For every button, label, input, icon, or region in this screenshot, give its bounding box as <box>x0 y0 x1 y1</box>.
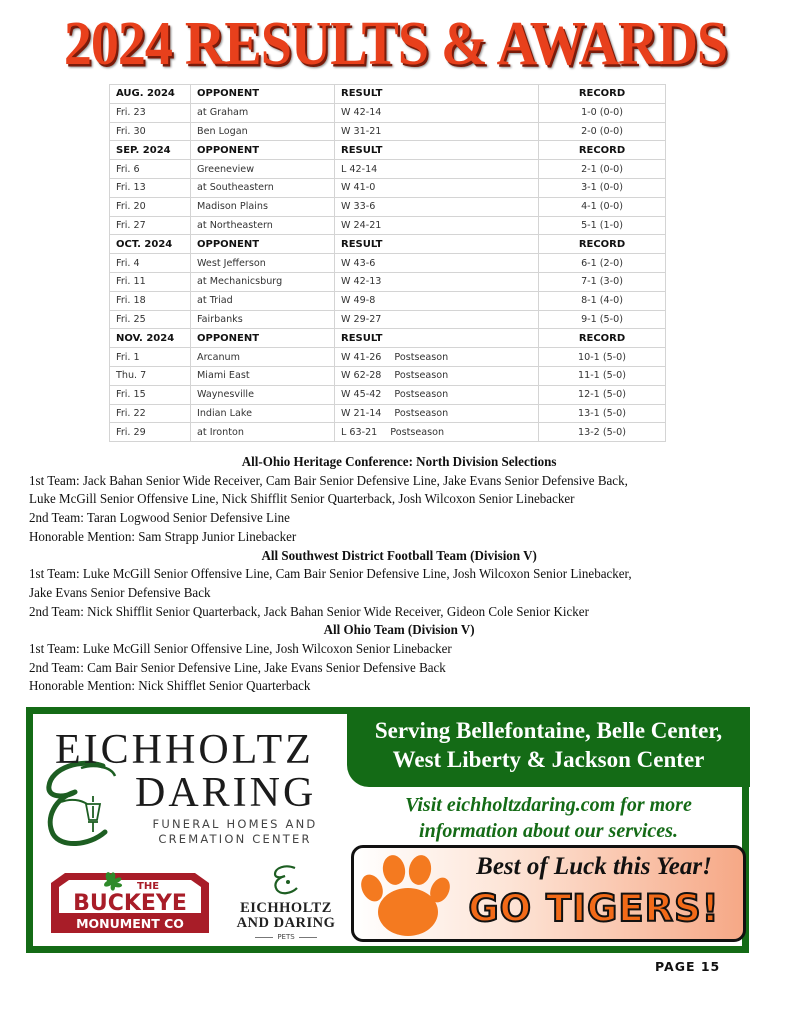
opponent-header: OPPONENT <box>191 85 335 104</box>
page-number: PAGE 15 <box>655 959 721 974</box>
result-header: RESULT <box>335 85 539 104</box>
record-header: RECORD <box>539 329 666 348</box>
award-line: 2nd Team: Cam Bair Senior Defensive Line, Jake Evans Senior Defensive Back <box>29 660 446 676</box>
award-line: Honorable Mention: Nick Shifflet Senior Quarterback <box>29 679 311 695</box>
game-result: W 41-26 <box>341 351 382 363</box>
award-heading: All Ohio Team (Division V) <box>323 623 475 639</box>
visit-line2: information about our services. <box>419 820 678 842</box>
brand-subtitle-line1: FUNERAL HOMES AND <box>152 817 318 831</box>
record-header: RECORD <box>539 141 666 160</box>
game-result: W 42-14 <box>341 107 382 119</box>
game-result-cell <box>335 272 539 291</box>
game-opponent: Indian Lake <box>191 404 335 423</box>
month-header-row <box>110 141 666 160</box>
game-result: W 45-42 <box>341 389 382 401</box>
game-date: Fri. 23 <box>110 103 191 122</box>
brand-subtitle-line2: CREMATION CENTER <box>158 832 312 846</box>
buckeye-sub: MONUMENT CO <box>76 916 184 931</box>
game-note: Postseason <box>394 407 449 419</box>
month-label: AUG. 2024 <box>110 85 191 104</box>
game-date: Fri. 1 <box>110 348 191 367</box>
game-result: L 42-14 <box>341 163 378 175</box>
game-opponent: Arcanum <box>191 348 335 367</box>
game-record: 2-0 (0-0) <box>539 122 666 141</box>
game-result-cell <box>335 197 539 216</box>
game-result-cell <box>335 291 539 310</box>
game-result-cell <box>335 103 539 122</box>
game-date: Fri. 6 <box>110 160 191 179</box>
game-result-cell <box>335 254 539 273</box>
game-row <box>110 385 666 404</box>
buckeye-name: BUCKEYE <box>73 891 187 916</box>
game-result-cell <box>335 160 539 179</box>
game-row <box>110 160 666 179</box>
game-date: Fri. 22 <box>110 404 191 423</box>
month-label: NOV. 2024 <box>110 329 191 348</box>
opponent-header: OPPONENT <box>191 329 335 348</box>
game-opponent: Miami East <box>191 366 335 385</box>
game-date: Fri. 25 <box>110 310 191 329</box>
visit-line1: Visit eichholtzdaring.com for more <box>405 794 692 816</box>
game-result: W 31-21 <box>341 125 382 137</box>
game-result: W 49-8 <box>341 295 376 307</box>
award-line: 1st Team: Luke McGill Senior Offensive Line, Josh Wilcoxon Senior Linebacker <box>29 642 452 658</box>
game-result: W 29-27 <box>341 313 382 325</box>
game-opponent: at Ironton <box>191 423 335 442</box>
award-line: Honorable Mention: Sam Strapp Junior Linebacker <box>29 529 297 545</box>
game-opponent: at Southeastern <box>191 178 335 197</box>
record-header: RECORD <box>539 85 666 104</box>
game-result-cell <box>335 310 539 329</box>
month-label: SEP. 2024 <box>110 141 191 160</box>
award-heading: All Southwest District Football Team (Division V) <box>261 548 537 564</box>
game-date: Thu. 7 <box>110 366 191 385</box>
award-line: 2nd Team: Taran Logwood Senior Defensive Line <box>29 511 290 527</box>
website-note <box>351 792 746 844</box>
game-note: Postseason <box>394 351 449 363</box>
game-record: 9-1 (5-0) <box>539 310 666 329</box>
month-label: OCT. 2024 <box>110 235 191 254</box>
game-note: Postseason <box>390 426 445 438</box>
game-result: W 21-14 <box>341 407 382 419</box>
month-header-row <box>110 235 666 254</box>
game-result-cell <box>335 423 539 442</box>
game-opponent: Fairbanks <box>191 310 335 329</box>
game-row <box>110 310 666 329</box>
month-header-row <box>110 85 666 104</box>
game-result-cell <box>335 366 539 385</box>
game-result: W 33-6 <box>341 201 376 213</box>
game-opponent: at Triad <box>191 291 335 310</box>
game-result-cell <box>335 404 539 423</box>
award-line: 1st Team: Jack Bahan Senior Wide Receiver, Cam Bair Senior Defensive Line, Jake Evans Senior Defensive Back, <box>29 473 628 489</box>
game-row <box>110 216 666 235</box>
game-date: Fri. 15 <box>110 385 191 404</box>
game-note: Postseason <box>394 370 449 382</box>
go-tigers-banner <box>351 845 746 942</box>
game-opponent: at Northeastern <box>191 216 335 235</box>
result-header: RESULT <box>335 235 539 254</box>
award-line: Luke McGill Senior Offensive Line, Nick Shifflit Senior Quarterback, Josh Wilcoxon Senior Linebacker <box>29 492 575 508</box>
game-result: W 24-21 <box>341 219 382 231</box>
game-row <box>110 291 666 310</box>
service-area-banner <box>347 707 750 787</box>
game-record: 13-1 (5-0) <box>539 404 666 423</box>
game-result: L 63-21 <box>341 426 378 438</box>
game-row <box>110 178 666 197</box>
result-header: RESULT <box>335 329 539 348</box>
game-row <box>110 254 666 273</box>
best-of-luck-text: Best of Luck this Year! <box>476 853 712 880</box>
result-header: RESULT <box>335 141 539 160</box>
game-result-cell <box>335 178 539 197</box>
game-opponent: Waynesville <box>191 385 335 404</box>
game-opponent: West Jefferson <box>191 254 335 273</box>
brand-daring: DARING <box>135 770 317 816</box>
month-header-row <box>110 329 666 348</box>
game-record: 3-1 (0-0) <box>539 178 666 197</box>
game-row <box>110 404 666 423</box>
game-date: Fri. 18 <box>110 291 191 310</box>
serving-line1: Serving Bellefontaine, Belle Center, <box>374 718 723 743</box>
serving-line2: West Liberty & Jackson Center <box>392 747 705 772</box>
buckeye-monument-logo <box>45 869 215 935</box>
award-line: 1st Team: Luke McGill Senior Offensive Line, Cam Bair Senior Defensive Line, Josh Wilcoxon Senior Linebacker, <box>29 567 632 583</box>
game-result: W 41-0 <box>341 182 376 194</box>
game-row <box>110 103 666 122</box>
schedule-table <box>109 84 666 442</box>
tiger-paw-icon <box>358 852 450 940</box>
game-opponent: at Graham <box>191 103 335 122</box>
game-row <box>110 197 666 216</box>
game-opponent: Madison Plains <box>191 197 335 216</box>
game-record: 2-1 (0-0) <box>539 160 666 179</box>
game-record: 10-1 (5-0) <box>539 348 666 367</box>
game-date: Fri. 30 <box>110 122 191 141</box>
pets-line1: EICHHOLTZ <box>240 900 332 916</box>
game-result-cell <box>335 216 539 235</box>
game-result: W 42-13 <box>341 276 382 288</box>
game-row <box>110 122 666 141</box>
game-date: Fri. 20 <box>110 197 191 216</box>
game-record: 6-1 (2-0) <box>539 254 666 273</box>
game-result: W 43-6 <box>341 257 376 269</box>
eichholtz-daring-pets-logo <box>231 864 341 941</box>
game-result-cell <box>335 122 539 141</box>
game-opponent: Ben Logan <box>191 122 335 141</box>
game-row <box>110 366 666 385</box>
game-record: 4-1 (0-0) <box>539 197 666 216</box>
opponent-header: OPPONENT <box>191 235 335 254</box>
pets-line3: PETS <box>231 933 341 941</box>
award-heading: All-Ohio Heritage Conference: North Division Selections <box>241 455 557 470</box>
page-title: 2024 RESULTS & AWARDS <box>63 9 728 79</box>
game-record: 7-1 (3-0) <box>539 272 666 291</box>
game-date: Fri. 29 <box>110 423 191 442</box>
game-record: 11-1 (5-0) <box>539 366 666 385</box>
game-record: 13-2 (5-0) <box>539 423 666 442</box>
game-record: 5-1 (1-0) <box>539 216 666 235</box>
game-opponent: at Mechanicsburg <box>191 272 335 291</box>
game-date: Fri. 11 <box>110 272 191 291</box>
go-tigers-text: GO TIGERS! <box>468 887 720 930</box>
game-date: Fri. 4 <box>110 254 191 273</box>
brand-subtitle <box>135 817 335 847</box>
brand-eichholtz: EICHHOLTZ <box>55 727 314 773</box>
game-record: 12-1 (5-0) <box>539 385 666 404</box>
game-record: 8-1 (4-0) <box>539 291 666 310</box>
record-header: RECORD <box>539 235 666 254</box>
award-line: Jake Evans Senior Defensive Back <box>29 585 211 601</box>
game-result: W 62-28 <box>341 370 382 382</box>
buckeye-the: THE <box>137 881 160 892</box>
game-result-cell <box>335 385 539 404</box>
game-row <box>110 272 666 291</box>
eichholtz-daring-ad <box>26 707 749 953</box>
game-opponent: Greeneview <box>191 160 335 179</box>
opponent-header: OPPONENT <box>191 141 335 160</box>
pets-e-icon <box>271 864 301 896</box>
game-date: Fri. 27 <box>110 216 191 235</box>
award-line: 2nd Team: Nick Shifflit Senior Quarterback, Jack Bahan Senior Wide Receiver, Gideon Cole Senior Kicker <box>29 604 589 620</box>
pets-line2: AND DARING <box>236 915 336 931</box>
game-row <box>110 348 666 367</box>
game-note: Postseason <box>394 389 449 401</box>
game-result-cell <box>335 348 539 367</box>
game-row <box>110 423 666 442</box>
game-date: Fri. 13 <box>110 178 191 197</box>
game-record: 1-0 (0-0) <box>539 103 666 122</box>
awards-section <box>29 454 717 697</box>
